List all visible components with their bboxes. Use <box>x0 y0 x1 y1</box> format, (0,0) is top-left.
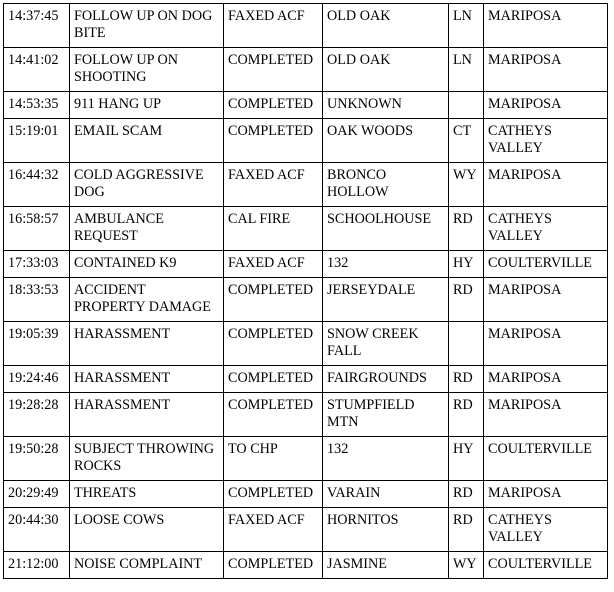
cell-city: COULTERVILLE <box>484 251 608 278</box>
table-row <box>4 163 608 207</box>
cell-call-type: EMAIL SCAM <box>70 119 224 163</box>
call-log-table <box>3 3 608 579</box>
cell-street-suffix: WY <box>449 552 484 579</box>
cell-city: MARIPOSA <box>484 322 608 366</box>
cell-city: CATHEYS VALLEY <box>484 119 608 163</box>
cell-disposition: COMPLETED <box>224 92 323 119</box>
cell-call-type: HARASSMENT <box>70 393 224 437</box>
cell-call-type: AMBULANCE REQUEST <box>70 207 224 251</box>
cell-street-suffix: RD <box>449 207 484 251</box>
table-row <box>4 92 608 119</box>
cell-street: UNKNOWN <box>323 92 449 119</box>
cell-call-type: THREATS <box>70 481 224 508</box>
cell-city: CATHEYS VALLEY <box>484 508 608 552</box>
cell-disposition: COMPLETED <box>224 48 323 92</box>
cell-city: MARIPOSA <box>484 48 608 92</box>
cell-call-type: SUBJECT THROWING ROCKS <box>70 437 224 481</box>
cell-time: 16:58:57 <box>4 207 70 251</box>
cell-call-type: COLD AGGRESSIVE DOG <box>70 163 224 207</box>
cell-call-type: HARASSMENT <box>70 322 224 366</box>
cell-call-type: FOLLOW UP ON DOG BITE <box>70 4 224 48</box>
cell-street-suffix: RD <box>449 481 484 508</box>
cell-street-suffix <box>449 322 484 366</box>
table-row <box>4 278 608 322</box>
cell-city: MARIPOSA <box>484 4 608 48</box>
cell-time: 15:19:01 <box>4 119 70 163</box>
cell-disposition: COMPLETED <box>224 366 323 393</box>
cell-time: 20:29:49 <box>4 481 70 508</box>
table-row <box>4 437 608 481</box>
cell-time: 14:53:35 <box>4 92 70 119</box>
cell-street: BRONCO HOLLOW <box>323 163 449 207</box>
cell-street: JASMINE <box>323 552 449 579</box>
cell-street: FAIRGROUNDS <box>323 366 449 393</box>
cell-time: 20:44:30 <box>4 508 70 552</box>
cell-call-type: CONTAINED K9 <box>70 251 224 278</box>
cell-street-suffix: HY <box>449 437 484 481</box>
cell-street: 132 <box>323 251 449 278</box>
cell-street-suffix: CT <box>449 119 484 163</box>
cell-street-suffix: RD <box>449 278 484 322</box>
table-row <box>4 119 608 163</box>
table-row <box>4 4 608 48</box>
cell-disposition: CAL FIRE <box>224 207 323 251</box>
cell-disposition: COMPLETED <box>224 322 323 366</box>
table-row <box>4 481 608 508</box>
cell-street-suffix: LN <box>449 4 484 48</box>
table-row <box>4 366 608 393</box>
cell-city: MARIPOSA <box>484 481 608 508</box>
cell-street-suffix: WY <box>449 163 484 207</box>
cell-time: 19:50:28 <box>4 437 70 481</box>
cell-street: HORNITOS <box>323 508 449 552</box>
cell-street-suffix: RD <box>449 393 484 437</box>
cell-street: OLD OAK <box>323 4 449 48</box>
cell-disposition: FAXED ACF <box>224 251 323 278</box>
cell-call-type: ACCIDENT PROPERTY DAMAGE <box>70 278 224 322</box>
cell-time: 19:24:46 <box>4 366 70 393</box>
cell-time: 16:44:32 <box>4 163 70 207</box>
cell-call-type: 911 HANG UP <box>70 92 224 119</box>
cell-time: 19:05:39 <box>4 322 70 366</box>
table-row <box>4 322 608 366</box>
cell-call-type: FOLLOW UP ON SHOOTING <box>70 48 224 92</box>
cell-street-suffix: HY <box>449 251 484 278</box>
cell-street: VARAIN <box>323 481 449 508</box>
cell-time: 21:12:00 <box>4 552 70 579</box>
cell-street: SNOW CREEK FALL <box>323 322 449 366</box>
cell-street: 132 <box>323 437 449 481</box>
cell-street: JERSEYDALE <box>323 278 449 322</box>
cell-time: 17:33:03 <box>4 251 70 278</box>
table-row <box>4 508 608 552</box>
cell-street-suffix: RD <box>449 508 484 552</box>
call-log-body <box>4 4 608 579</box>
cell-time: 14:37:45 <box>4 4 70 48</box>
cell-city: MARIPOSA <box>484 163 608 207</box>
cell-time: 19:28:28 <box>4 393 70 437</box>
cell-street: STUMPFIELD MTN <box>323 393 449 437</box>
cell-street-suffix: LN <box>449 48 484 92</box>
cell-time: 18:33:53 <box>4 278 70 322</box>
cell-disposition: COMPLETED <box>224 278 323 322</box>
cell-street-suffix <box>449 92 484 119</box>
cell-time: 14:41:02 <box>4 48 70 92</box>
cell-city: COULTERVILLE <box>484 437 608 481</box>
cell-city: MARIPOSA <box>484 92 608 119</box>
cell-call-type: NOISE COMPLAINT <box>70 552 224 579</box>
cell-city: MARIPOSA <box>484 366 608 393</box>
cell-city: CATHEYS VALLEY <box>484 207 608 251</box>
cell-disposition: COMPLETED <box>224 119 323 163</box>
table-row <box>4 207 608 251</box>
table-row <box>4 393 608 437</box>
cell-disposition: COMPLETED <box>224 552 323 579</box>
cell-disposition: TO CHP <box>224 437 323 481</box>
cell-city: COULTERVILLE <box>484 552 608 579</box>
cell-disposition: COMPLETED <box>224 393 323 437</box>
cell-street: OLD OAK <box>323 48 449 92</box>
cell-street: OAK WOODS <box>323 119 449 163</box>
cell-disposition: COMPLETED <box>224 481 323 508</box>
cell-call-type: LOOSE COWS <box>70 508 224 552</box>
cell-disposition: FAXED ACF <box>224 4 323 48</box>
table-row <box>4 251 608 278</box>
cell-city: MARIPOSA <box>484 393 608 437</box>
cell-disposition: FAXED ACF <box>224 508 323 552</box>
cell-disposition: FAXED ACF <box>224 163 323 207</box>
cell-street: SCHOOLHOUSE <box>323 207 449 251</box>
table-row <box>4 552 608 579</box>
cell-city: MARIPOSA <box>484 278 608 322</box>
table-row <box>4 48 608 92</box>
cell-street-suffix: RD <box>449 366 484 393</box>
cell-call-type: HARASSMENT <box>70 366 224 393</box>
